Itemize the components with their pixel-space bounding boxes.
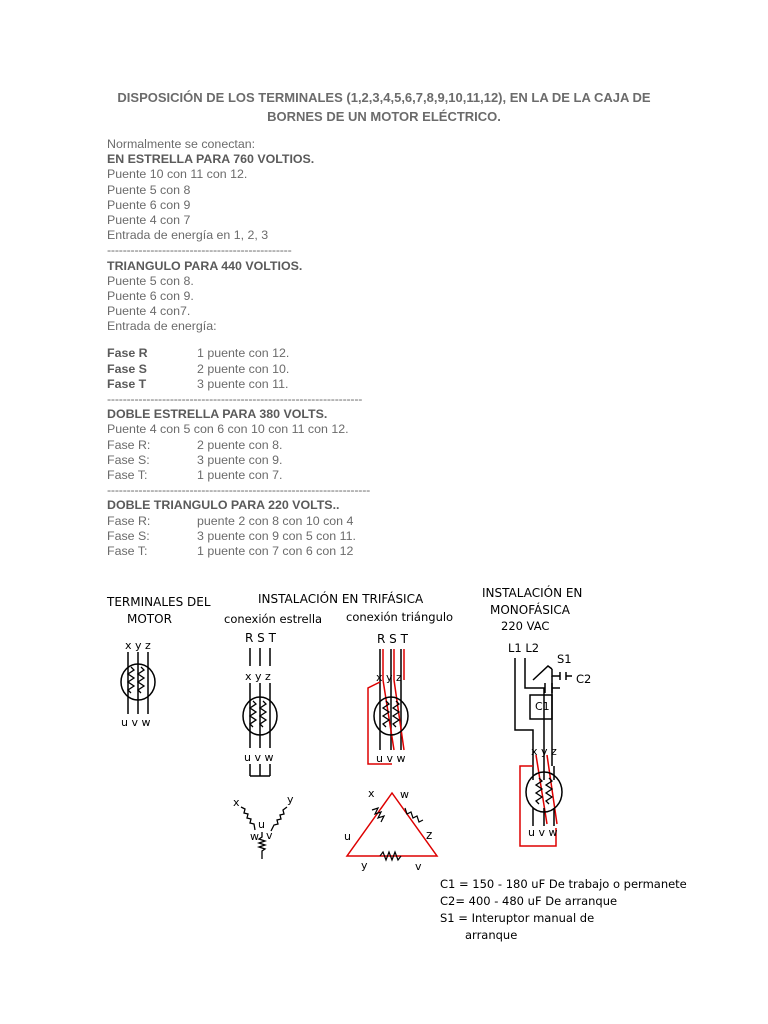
star-winding [241, 807, 287, 859]
triangulo-line: Puente 4 con7. [107, 304, 191, 319]
phase-value: 2 puente con 10. [197, 361, 290, 376]
phase-value: 1 puente con 12. [197, 346, 290, 361]
separator: ----------------------------------------------------------------- [107, 392, 363, 406]
phase-row [107, 514, 707, 529]
title-line-1: DISPOSICIÓN DE LOS TERMINALES (1,2,3,4,5,6,7,8,9,10,11,12), EN LA DE LA CAJA DE [117, 90, 651, 105]
c2-label: C2 [576, 672, 592, 686]
legend-s1: S1 = Interuptor manual de [440, 911, 595, 925]
phase-value: 1 puente con 7 con 6 con 12 [197, 543, 354, 558]
phase-row [107, 346, 707, 361]
phase-value: 3 puente con 9 con 5 con 11. [197, 528, 356, 543]
terminal-xyz-label: x y z [125, 639, 151, 652]
phase-label: Fase T: [107, 467, 148, 482]
phase-row [107, 544, 707, 559]
estrella-line: Puente 5 con 8 [107, 182, 191, 197]
separator: ------------------------------------------------------------------- [107, 483, 371, 498]
phase-label: Fase S: [107, 452, 150, 467]
phase-label: Fase R: [107, 437, 151, 452]
mono-uvw-label: u v w [528, 826, 558, 839]
star-xyz-label: x y z [245, 670, 271, 683]
terminales-label-2: MOTOR [127, 612, 172, 626]
phase-row [107, 377, 707, 392]
delta-z-label: z [426, 828, 433, 842]
star-x-label: x [233, 796, 240, 809]
s1-label: S1 [557, 652, 572, 666]
delta-u-label: u [344, 830, 351, 843]
mono-label-1: INSTALACIÓN EN [482, 586, 583, 600]
star-uvw-label: u v w [244, 751, 274, 764]
delta-motor-symbol [368, 649, 408, 764]
triangulo-line: Entrada de energía: [107, 319, 217, 334]
trifasica-label: INSTALACIÓN EN TRIFÁSICA [258, 592, 424, 606]
delta-uvw-label: u v w [376, 752, 406, 765]
phase-label: Fase R [107, 346, 148, 361]
phase-value: 2 puente con 8. [197, 437, 283, 452]
mono-xyz-label: x y z [531, 745, 557, 758]
terminales-label-1: TERMINALES DEL [107, 595, 211, 609]
star-v-label: v [266, 829, 273, 842]
doble-triangulo-heading: DOBLE TRIANGULO PARA 220 VOLTS.. [107, 498, 340, 513]
estrella-line: Puente 10 con 11 con 12. [107, 167, 248, 182]
star-u-label: u [258, 818, 265, 831]
mono-label-2: MONOFÁSICA [490, 603, 570, 617]
legend [440, 876, 687, 944]
mono-label-3: 220 VAC [501, 619, 550, 633]
conexion-estrella-label: conexión estrella [224, 612, 323, 626]
phase-label: Fase T [107, 376, 147, 391]
delta-x-label: x [368, 787, 375, 800]
c1-label: C1 [535, 700, 550, 713]
phase-label: Fase S: [107, 528, 150, 543]
estrella-line: Entrada de energía en 1, 2, 3 [107, 228, 269, 243]
triangulo-line: Puente 6 con 9. [107, 288, 194, 303]
star-w-label: w [250, 830, 259, 843]
estrella-heading: EN ESTRELLA PARA 760 VOLTIOS. [107, 152, 315, 167]
delta-xyz-label: x y z [376, 671, 402, 684]
delta-v-label: v [415, 860, 422, 873]
phase-row [107, 438, 707, 453]
page-title [100, 88, 668, 126]
phase-value: 1 puente con 7. [197, 467, 283, 482]
legend-c2: C2= 400 - 480 uF De arranque [440, 894, 618, 908]
intro-text: Normalmente se conectan: [107, 137, 256, 151]
estrella-line: Puente 4 con 7 [107, 212, 191, 227]
doble-estrella-heading: DOBLE ESTRELLA PARA 380 VOLTS. [107, 407, 328, 422]
document-body [107, 137, 707, 559]
phase-row [107, 453, 707, 468]
phase-row [107, 529, 707, 544]
estrella-line: Puente 6 con 9 [107, 197, 191, 212]
triangulo-line: Puente 5 con 8. [107, 273, 194, 288]
phase-value: 3 puente con 11. [197, 376, 289, 391]
phase-row [107, 468, 707, 483]
rst-label-2: R S T [377, 632, 408, 646]
phase-label: Fase S [107, 361, 147, 376]
l1l2-label: L1 L2 [508, 641, 540, 655]
conexion-triangulo-label: conexión triángulo [346, 610, 454, 624]
legend-s1-cont: arranque [465, 928, 518, 942]
delta-y-label: y [361, 859, 368, 872]
phase-label: Fase T: [107, 543, 148, 558]
phase-value: 3 puente con 9. [197, 452, 283, 467]
phase-label: Fase R: [107, 513, 151, 528]
star-y-label: y [287, 793, 294, 806]
terminal-uvw-label: u v w [121, 716, 151, 729]
doble-estrella-line: Puente 4 con 5 con 6 con 10 con 11 con 12. [107, 422, 349, 437]
motor-symbol [121, 652, 155, 714]
separator: ----------------------------------------------- [107, 243, 292, 258]
phase-row [107, 362, 707, 377]
legend-c1: C1 = 150 - 180 uF De trabajo o permanete [440, 877, 687, 891]
delta-w-label: w [400, 788, 409, 801]
triangulo-heading: TRIANGULO PARA 440 VOLTIOS. [107, 258, 303, 273]
delta-winding [347, 793, 437, 860]
phase-value: puente 2 con 8 con 10 con 4 [197, 513, 354, 528]
title-line-2: BORNES DE UN MOTOR ELÉCTRICO. [267, 109, 501, 124]
rst-label: R S T [245, 631, 276, 645]
